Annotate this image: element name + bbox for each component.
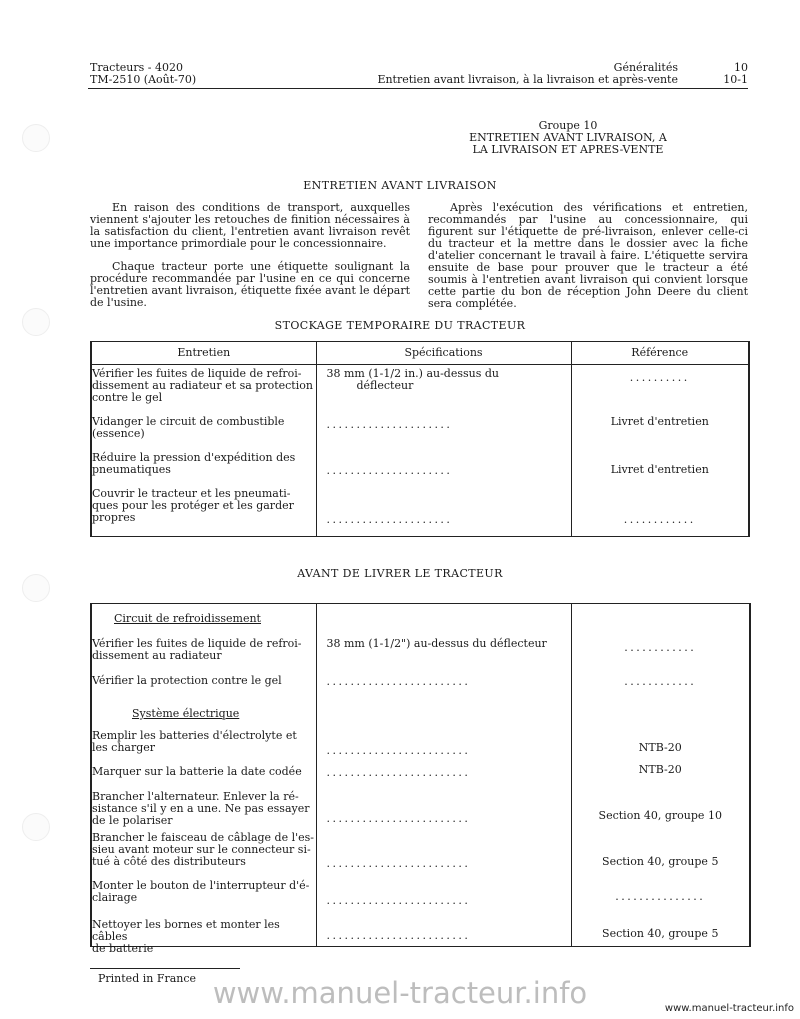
reference-text: Section 40, groupe 5 (602, 855, 719, 868)
spec-dots: ........................ (326, 894, 471, 907)
task-text: pneumatiques (92, 463, 171, 476)
spec-dots: ..................... (326, 418, 453, 431)
intro-right-column (428, 202, 748, 321)
reference-text: Section 40, groupe 10 (598, 809, 722, 822)
spec-dots: ..................... (326, 464, 453, 477)
task-text: sieu avant moteur sur le connecteur si- (92, 843, 311, 856)
section-title: ENTRETIEN AVANT LIVRAISON (303, 179, 497, 192)
spec-dots: ........................ (326, 675, 471, 688)
spec-cell (316, 365, 571, 537)
binder-hole (22, 813, 50, 841)
footer-rule (90, 968, 240, 969)
task-text: Brancher l'alternateur. Enlever la ré- (92, 790, 299, 803)
reference-cell (571, 604, 750, 947)
reference-dots: ............ (624, 641, 697, 654)
task-text: propres (92, 511, 136, 524)
watermark: www.manuel-tracteur.info (212, 976, 588, 1010)
header-right (700, 62, 748, 86)
task-cell (91, 365, 316, 537)
delivery-table (90, 603, 751, 955)
group-title-line2: LA LIVRAISON ET APRES-VENTE (472, 143, 664, 156)
task-text: Marquer sur la batterie la date codée (92, 765, 302, 778)
task-text: de le polariser (92, 814, 173, 827)
spec-text: 38 mm (1-1/2 in.) au-dessus du (326, 367, 499, 380)
table-row (91, 604, 750, 947)
section-heading-electrical: Système électrique (132, 707, 240, 720)
task-cell (91, 604, 316, 955)
intro-paragraph: Après l'exécution des vérifications et entretien, recommandés par l'usine au concessionnaire, qui figurent sur l'étiquette de pré-livraison, enlever celle-ci du tracteur et la mettre dans le dossier avec la fiche d'atelier concernant le travail à faire. L'étiquette servira ensuite de base pour prouver que le tracteur a été soumis à l'entretien avant livraison qui convient lorsque cette partie du bon de réception John Deere du client sera complétée. (428, 201, 748, 310)
binder-hole (22, 124, 50, 152)
spec-dots: ........................ (326, 929, 471, 942)
task-text: clairage (92, 891, 138, 904)
intro-paragraph: En raison des conditions de transport, auxquelles viennent s'ajouter les retouches de finition nécessaires à la satisfaction du client, l'entretien avant livraison revêt une importance primordiale pour le concessionnaire. (90, 201, 410, 250)
header-left (90, 62, 196, 86)
spec-dots: ........................ (326, 766, 471, 779)
group-number: Groupe 10 (538, 119, 598, 132)
header-manual-code: TM-2510 (Août-70) (90, 73, 197, 86)
reference-text: NTB-20 (638, 741, 682, 754)
task-text: Vidanger le circuit de combustible (92, 415, 285, 428)
group-heading (468, 120, 668, 156)
task-text: Remplir les batteries d'électrolyte et (92, 729, 297, 742)
spec-dots: ........................ (326, 857, 471, 870)
reference-cell (571, 365, 749, 537)
intro-left-column (90, 202, 410, 320)
reference-dots: ............... (615, 890, 706, 903)
header-rule (88, 88, 748, 89)
task-text: sistance s'il y en a une. Ne pas essayer (92, 802, 310, 815)
task-text: Monter le bouton de l'interrupteur d'é- (92, 879, 310, 892)
task-text: (essence) (92, 427, 145, 440)
column-header-reference: Référence (571, 342, 749, 365)
header-model: Tracteurs - 4020 (90, 61, 183, 74)
reference-text: Section 40, groupe 5 (602, 927, 719, 940)
table2-title: AVANT DE LIVRER LE TRACTEUR (297, 567, 503, 580)
task-text: Vérifier la protection contre le gel (92, 674, 282, 687)
section-heading-cooling: Circuit de refroidissement (114, 612, 261, 625)
task-text: de batterie (92, 942, 154, 955)
task-text: Vérifier les fuites de liquide de refroi- (92, 367, 302, 380)
task-text: tué à côté des distributeurs (92, 855, 246, 868)
spec-cell (316, 604, 571, 947)
task-text: Nettoyer les bornes et monter les câbles (92, 918, 280, 943)
header-page-number: 10-1 (723, 73, 748, 86)
spec-dots: ........................ (326, 744, 471, 757)
intro-paragraph: Chaque tracteur porte une étiquette soulignant la procédure recommandée par l'usine en ce qui concerne l'entretien avant livraison, étiquette fixée avant le départ de l'usine. (90, 260, 410, 309)
spec-dots: ........................ (326, 812, 471, 825)
reference-dots: ............ (624, 675, 697, 688)
spec-dots: ..................... (326, 513, 453, 526)
task-text: Vérifier les fuites de liquide de refroi- (92, 637, 302, 650)
header-center (368, 62, 678, 86)
task-text: dissement au radiateur et sa protection (92, 379, 313, 392)
header-section-number: 10 (734, 61, 748, 74)
header-subject: Entretien avant livraison, à la livraison et après-vente (377, 73, 678, 86)
table1-title: STOCKAGE TEMPORAIRE DU TRACTEUR (274, 319, 526, 332)
header-section: Généralités (613, 61, 678, 74)
website-link[interactable]: www.manuel-tracteur.info (664, 1003, 794, 1014)
spec-text: déflecteur (356, 379, 414, 392)
group-title-line1: ENTRETIEN AVANT LIVRAISON, A (469, 131, 667, 144)
task-text: Réduire la pression d'expédition des (92, 451, 296, 464)
task-text: Brancher le faisceau de câblage de l'es- (92, 831, 315, 844)
table-row (91, 365, 749, 537)
task-text: les charger (92, 741, 156, 754)
table-header-row (91, 342, 749, 365)
task-text: contre le gel (92, 391, 163, 404)
task-text: ques pour les protéger et les garder (92, 499, 294, 512)
reference-dots: ............ (623, 513, 696, 526)
storage-table (90, 341, 750, 537)
task-text: dissement au radiateur (92, 649, 222, 662)
reference-text: NTB-20 (638, 763, 682, 776)
spec-text: 38 mm (1-1/2") au-dessus du déflecteur (326, 637, 547, 650)
printed-in-label: Printed in France (98, 972, 197, 985)
task-text: Couvrir le tracteur et les pneumati- (92, 487, 291, 500)
column-header-specifications: Spécifications (316, 342, 571, 365)
column-header-entretien: Entretien (91, 342, 316, 365)
reference-dots: .......... (629, 371, 690, 384)
reference-text: Livret d'entretien (610, 415, 709, 428)
reference-text: Livret d'entretien (610, 463, 709, 476)
